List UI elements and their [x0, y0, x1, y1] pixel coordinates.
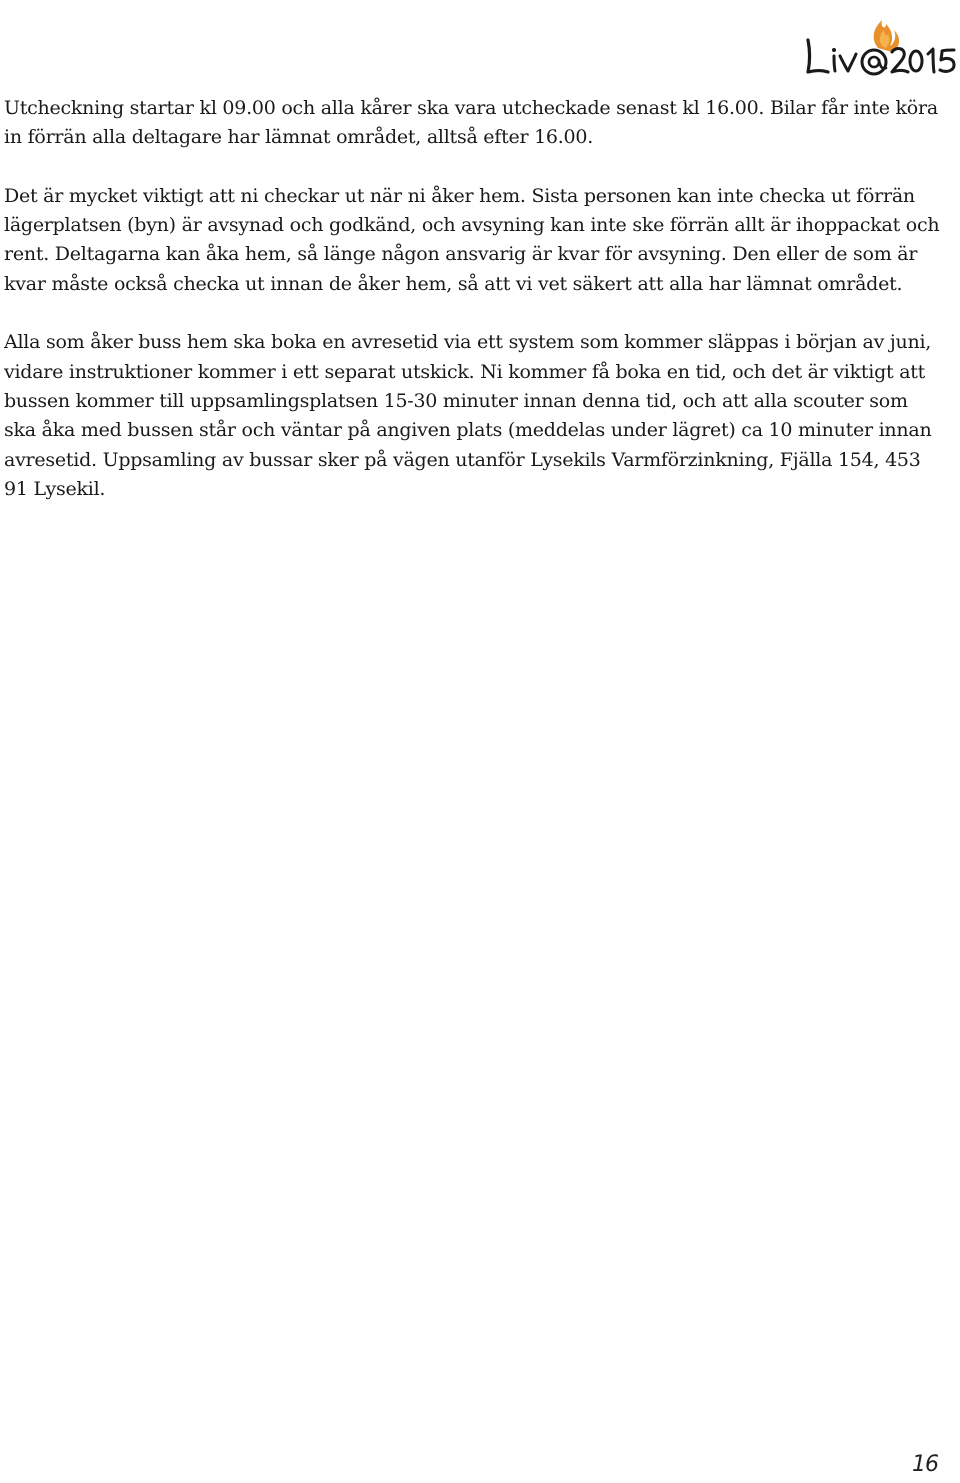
paragraph-checkout-times: Utcheckning startar kl 09.00 och alla kårer ska vara utcheckade senast kl 16.00. Bilar får inte köra in förrän alla deltagare har lämnat området, alltså efter 16.00. [4, 97, 938, 149]
page-number: 16 [912, 1452, 938, 1477]
paragraph-checkout-procedure: Det är mycket viktigt att ni checkar ut när ni åker hem. Sista personen kan inte checka ut förrän lägerplatsen (byn) är avsynad och godkänd, och avsyning kan inte ske förrän allt är ihoppackat och rent. Deltagarna kan åka hem, så länge någon ansvarig är kvar för avsyning. Den eller de som är kvar måste också checka ut innan de åker hem, så att vi vet säkert att alla har lämnat området. [4, 184, 940, 295]
flame-logo-icon [800, 4, 960, 84]
liv2015-logo [800, 4, 960, 84]
paragraph-bus-departure: Alla som åker buss hem ska boka en avresetid via ett system som kommer släppas i början av juni, vidare instruktioner kommer i ett separat utskick. Ni kommer få boka en tid, och det är viktigt att bussen kommer till uppsamlingsplatsen 15-30 minuter innan denna tid, och att alla scouter som ska åka med bussen står och väntar på angiven plats (meddelas under lägret) ca 10 minuter innan avresetid. Uppsamling av bussar sker på vägen utanför Lysekils Varmförzinkning, Fjälla 154, 453 91 Lysekil. [4, 331, 932, 500]
document-body [4, 94, 944, 533]
